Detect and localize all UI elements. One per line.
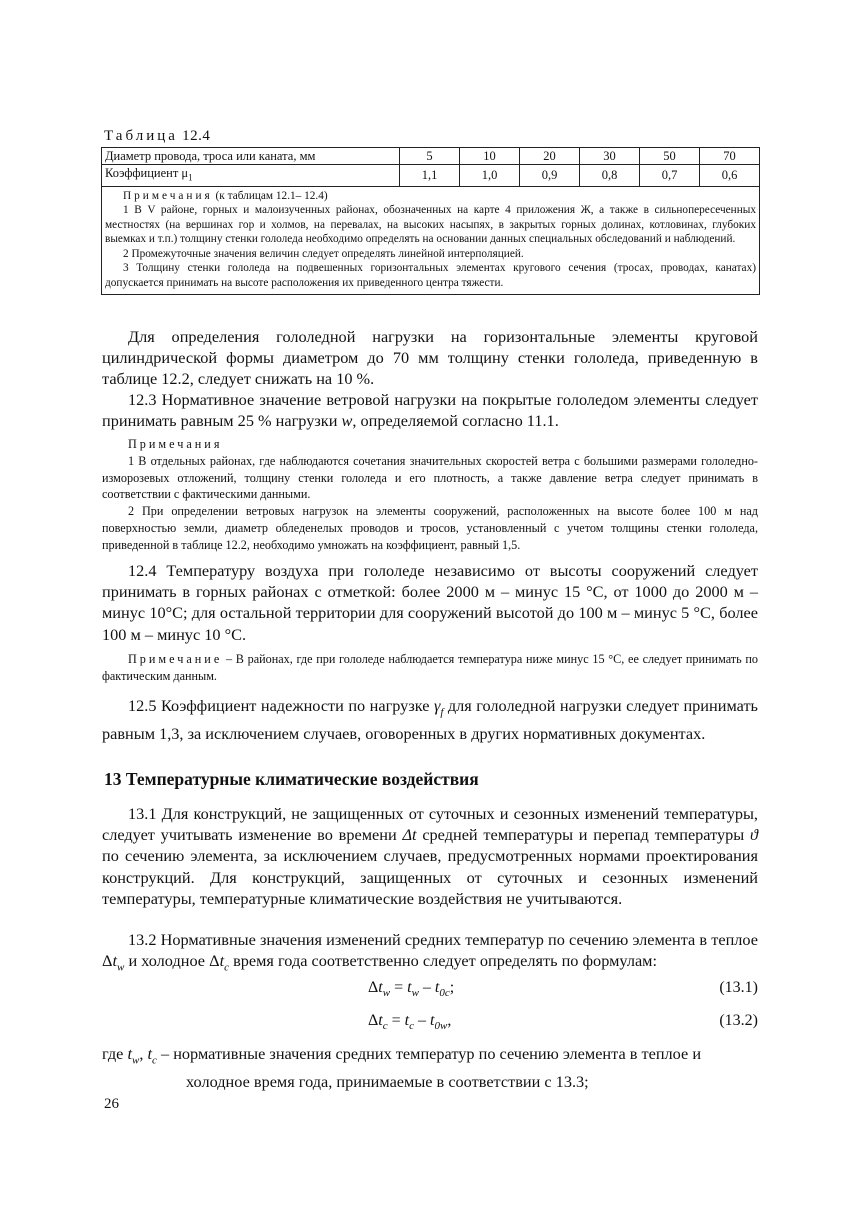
- paragraph-13-2-text: 13.2 Нормативные значения изменений средних температур по сечению элемента в теплое: [128, 930, 758, 949]
- paragraph-12-3: [102, 389, 758, 431]
- where-clause: [102, 1043, 758, 1093]
- table-cell: 0,9: [520, 165, 580, 187]
- table-notes-title: [105, 189, 756, 204]
- note-2: 2 При определении ветровых нагрузок на элементы сооружений, расположенных на высоте более 100 м над поверхностью земли, диаметр обледенелых проводов и тросов, установленный с учетом толщины стенки гололеда, приведенной в таблице 12.2, необходимо умножать на коэффициент, равный 1,5.: [102, 504, 758, 552]
- table-caption: [104, 128, 210, 145]
- paragraph-13-1: [102, 803, 758, 909]
- formula-13-1: [368, 979, 758, 999]
- table-cell: 10: [460, 148, 520, 165]
- table-caption-number: 12.4: [182, 128, 211, 144]
- paragraph-12-3-tail: , определяемой согласно 11.1.: [352, 411, 559, 431]
- paragraph-13-1-tail: по сечению элемента, за исключением случаев, предусмотренных нормами проектирования конструкций. Для конструкций, защищенных от суточных и сезонных изменений температуры, температурные климатические воздействия не учитываются.: [102, 846, 758, 908]
- notes-title-word: Примечания: [128, 437, 223, 451]
- where-definition: – нормативные значения средних температур по сечению элемента в теплое и: [160, 1044, 702, 1063]
- table-row: [102, 148, 760, 165]
- table-note-1: 1 В V районе, горных и малоизученных районах, обозначенных на карте 4 приложения Ж, а также в сильнопересеченных местностях (на вершинах гор и холмов, на перевалах, на высоких насыпях, в закрытых горных долинах, котловинах, глубоких выемках и т.п.) толщину стенки гололеда необходимо определять на основании данных специальных обследований и наблюдений.: [105, 204, 756, 246]
- note-temperature-text: – В районах, где при гололеде наблюдается температура ниже минус 15 °С, ее следует принимать по фактическим данным.: [102, 652, 759, 683]
- table-cell: 0,7: [640, 165, 700, 187]
- paragraph-13-2-mid: и холодное: [128, 951, 206, 971]
- coefficient-table: [101, 147, 760, 295]
- note-temperature: [102, 651, 758, 685]
- where-line-1: где $t_w$, $t_c$ – нормативные значения средних температур по сечению элемента в теплое и: [102, 1044, 702, 1067]
- table-cell: 0,8: [580, 165, 640, 187]
- table-cell: 30: [580, 148, 640, 165]
- row2-label: [102, 165, 400, 187]
- paragraph-13-1-mid: средней температуры и перепад температуры: [422, 825, 745, 845]
- page-number: 26: [104, 1096, 119, 1112]
- notes-title: [102, 436, 758, 453]
- table-cell: 50: [640, 148, 700, 165]
- variable-delta-t: Δt: [402, 825, 417, 845]
- formula-13-2: [368, 1012, 758, 1032]
- paragraph-12-5-tail: для гололедной нагрузки следует принимать равным 1,3, за исключением случаев, оговоренных в других нормативных документах.: [102, 696, 758, 744]
- note-1: 1 В отдельных районах, где наблюдаются сочетания значительных скоростей ветра с большими размерами гололедно-изморозевых отложений, толщину стенки гололеда и его плотность, а также давление ветра следует принимать в соответствии с фактическими данными.: [102, 453, 758, 502]
- variable-w: w: [341, 411, 353, 431]
- where-word: где: [102, 1044, 124, 1063]
- table-notes: [102, 186, 760, 294]
- formula-13-1-expression: $\Delta t_w = t_w - t_{0c}$;: [368, 979, 455, 1000]
- note-temperature-title: Примечание: [128, 652, 223, 666]
- table-caption-word: Таблица: [104, 128, 178, 144]
- table-cell: 70: [700, 148, 760, 165]
- notes-block: [102, 436, 758, 554]
- table-notes-ref: (к таблицам 12.1– 12.4): [215, 189, 328, 202]
- paragraph-12-5: [102, 695, 758, 745]
- paragraph-13-1-text: 13.1 Для конструкций, не защищенных от суточных и сезонных изменений температуры, следует учитывать изменение во времени: [102, 804, 758, 845]
- paragraph-13-2: 13.2 Нормативные значения изменений средних температур по сечению элемента в теплое $\Delta t_w$ и холодное $\Delta t_c$ время года соответственно следует определять по формулам:: [102, 930, 758, 974]
- where-line-2: холодное время года, принимаемые в соответствии с 13.3;: [186, 1072, 589, 1092]
- formula-13-2-number: (13.2): [719, 1012, 758, 1029]
- variable-theta: ϑ: [750, 825, 759, 845]
- table-note-2: 2 Промежуточные значения величин следует определять линейной интерполяцией.: [123, 247, 524, 260]
- row2-label-sub: 1: [188, 172, 193, 183]
- formula-13-2-expression: $\Delta t_c = t_c - t_{0w}$,: [368, 1012, 452, 1033]
- table-cell: 20: [520, 148, 580, 165]
- variable-gamma-f: [433, 696, 444, 719]
- paragraph-12-3-text: 12.3 Нормативное значение ветровой нагрузки на покрытые гололедом элементы следует принимать равным 25 % нагрузки: [102, 390, 758, 431]
- table-notes-row: [102, 186, 760, 294]
- table-cell: 1,0: [460, 165, 520, 187]
- variable-gamma-sub: f: [440, 706, 444, 719]
- paragraph-ice-load: Для определения гололедной нагрузки на горизонтальные элементы круговой цилиндрической формы диаметром до 70 мм толщину стенки гололеда, приведенную в таблице 12.2, следует снижать на 10 %.: [102, 327, 758, 389]
- section-heading: 13 Температурные климатические воздействия: [104, 769, 479, 789]
- row2-label-text: Коэффициент μ: [105, 166, 189, 180]
- table-row: [102, 165, 760, 187]
- table-cell: 0,6: [700, 165, 760, 187]
- table-cell: 1,1: [400, 165, 460, 187]
- table-notes-title-word: Примечания: [123, 189, 213, 202]
- formula-13-1-number: (13.1): [719, 979, 758, 996]
- variable-gamma: γ: [433, 696, 441, 715]
- table-cell: 5: [400, 148, 460, 165]
- paragraph-12-4: 12.4 Температуру воздуха при гололеде независимо от высоты сооружений следует принимать в горных районах с отметкой: более 2000 м – минус 15 °С, от 1000 до 2000 м – минус 10°С; для остальной территории для сооружений высотой до 100 м – минус 5 °С, более 100 м – минус 10 °С.: [102, 561, 758, 644]
- table-note-3: 3 Толщину стенки гололеда на подвешенных горизонтальных элементах кругового сечения (тросах, проводах, канатах) допускается принимать на высоте расположения их приведенного центра тяжести.: [105, 262, 756, 290]
- paragraph-12-5-text: 12.5 Коэффициент надежности по нагрузке: [128, 696, 430, 715]
- row1-label: Диаметр провода, троса или каната, мм: [102, 148, 400, 165]
- paragraph-13-2-tail: время года соответственно следует определять по формулам:: [233, 951, 657, 971]
